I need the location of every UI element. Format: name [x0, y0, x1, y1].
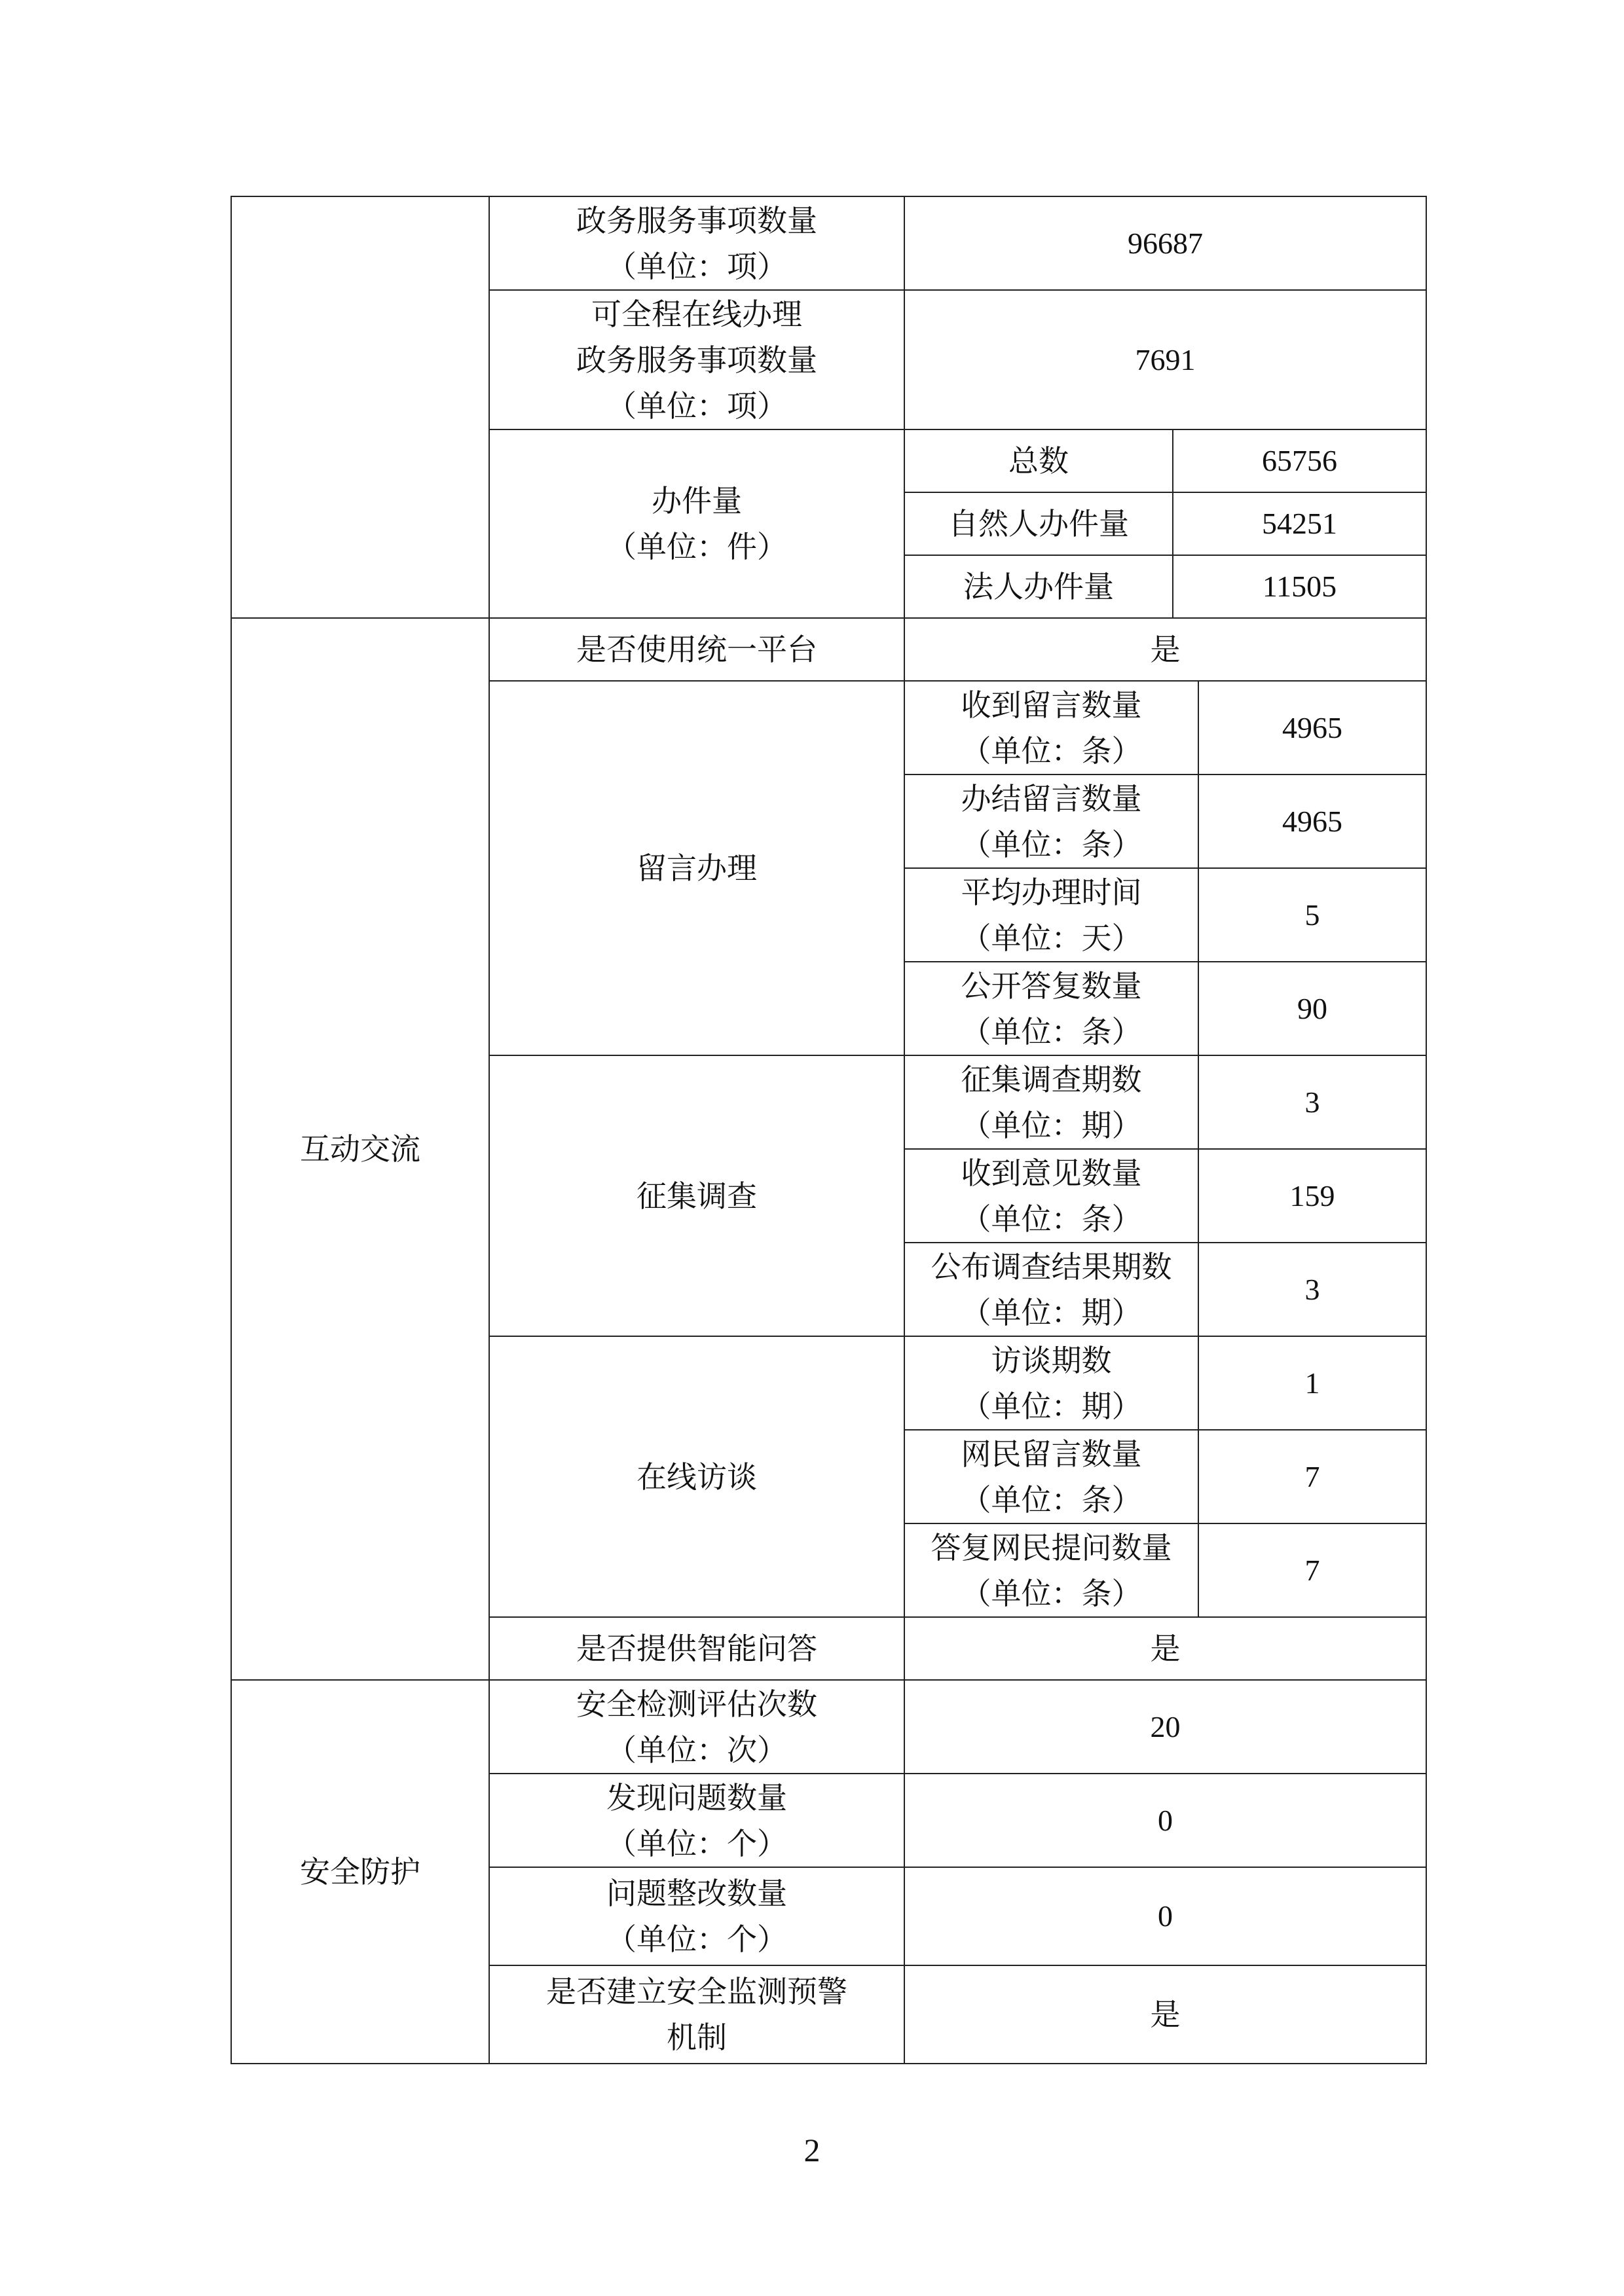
- interview-periods-value: 1: [1198, 1336, 1426, 1430]
- messages-avg-time-value: 5: [1198, 868, 1426, 962]
- survey-results-value: 3: [1198, 1243, 1426, 1336]
- service-items-label: 政务服务事项数量 （单位：项）: [489, 196, 904, 290]
- cases-natural-value: 54251: [1173, 492, 1426, 555]
- cases-natural-label: 自然人办件量: [904, 492, 1173, 555]
- messages-public-replies-label: 公开答复数量 （单位：条）: [904, 962, 1198, 1055]
- messages-avg-time-label: 平均办理时间 （单位：天）: [904, 868, 1198, 962]
- interview-netizen-value: 7: [1198, 1430, 1426, 1523]
- category-interaction: 互动交流: [231, 618, 489, 1680]
- survey-results-label: 公布调查结果期数 （单位：期）: [904, 1243, 1198, 1336]
- cases-label: 办件量 （单位：件）: [489, 429, 904, 618]
- cases-legal-label: 法人办件量: [904, 555, 1173, 618]
- cases-total-label: 总数: [904, 429, 1173, 492]
- security-checks-value: 20: [904, 1680, 1426, 1774]
- security-problems-label: 发现问题数量 （单位：个）: [489, 1774, 904, 1867]
- statistics-table: [231, 196, 1427, 2064]
- cases-total-value: 65756: [1173, 429, 1426, 492]
- security-checks-label: 安全检测评估次数 （单位：次）: [489, 1680, 904, 1774]
- survey-periods-value: 3: [1198, 1055, 1426, 1149]
- online-items-label: 可全程在线办理 政务服务事项数量 （单位：项）: [489, 290, 904, 429]
- interview-label: 在线访谈: [489, 1336, 904, 1617]
- category-cell-blank: [231, 196, 489, 618]
- survey-periods-label: 征集调查期数 （单位：期）: [904, 1055, 1198, 1149]
- interview-netizen-label: 网民留言数量 （单位：条）: [904, 1430, 1198, 1523]
- messages-handled-label: 办结留言数量 （单位：条）: [904, 774, 1198, 868]
- unified-platform-label: 是否使用统一平台: [489, 618, 904, 681]
- survey-opinions-label: 收到意见数量 （单位：条）: [904, 1149, 1198, 1243]
- interview-answered-label: 答复网民提问数量 （单位：条）: [904, 1523, 1198, 1617]
- interview-answered-value: 7: [1198, 1523, 1426, 1617]
- security-warning-value: 是: [904, 1965, 1426, 2064]
- smart-qa-label: 是否提供智能问答: [489, 1617, 904, 1680]
- page-number: 2: [803, 2132, 821, 2168]
- online-items-value: 7691: [904, 290, 1426, 429]
- interview-periods-label: 访谈期数 （单位：期）: [904, 1336, 1198, 1430]
- unified-platform-value: 是: [904, 618, 1426, 681]
- smart-qa-value: 是: [904, 1617, 1426, 1680]
- messages-received-value: 4965: [1198, 681, 1426, 774]
- security-problems-value: 0: [904, 1774, 1426, 1867]
- messages-handled-value: 4965: [1198, 774, 1426, 868]
- security-fixed-value: 0: [904, 1867, 1426, 1965]
- messages-received-label: 收到留言数量 （单位：条）: [904, 681, 1198, 774]
- messages-public-replies-value: 90: [1198, 962, 1426, 1055]
- survey-label: 征集调查: [489, 1055, 904, 1336]
- survey-opinions-value: 159: [1198, 1149, 1426, 1243]
- security-warning-label: 是否建立安全监测预警 机制: [489, 1965, 904, 2064]
- security-fixed-label: 问题整改数量 （单位：个）: [489, 1867, 904, 1965]
- cases-legal-value: 11505: [1173, 555, 1426, 618]
- service-items-value: 96687: [904, 196, 1426, 290]
- category-security: 安全防护: [231, 1680, 489, 2064]
- messages-label: 留言办理: [489, 681, 904, 1055]
